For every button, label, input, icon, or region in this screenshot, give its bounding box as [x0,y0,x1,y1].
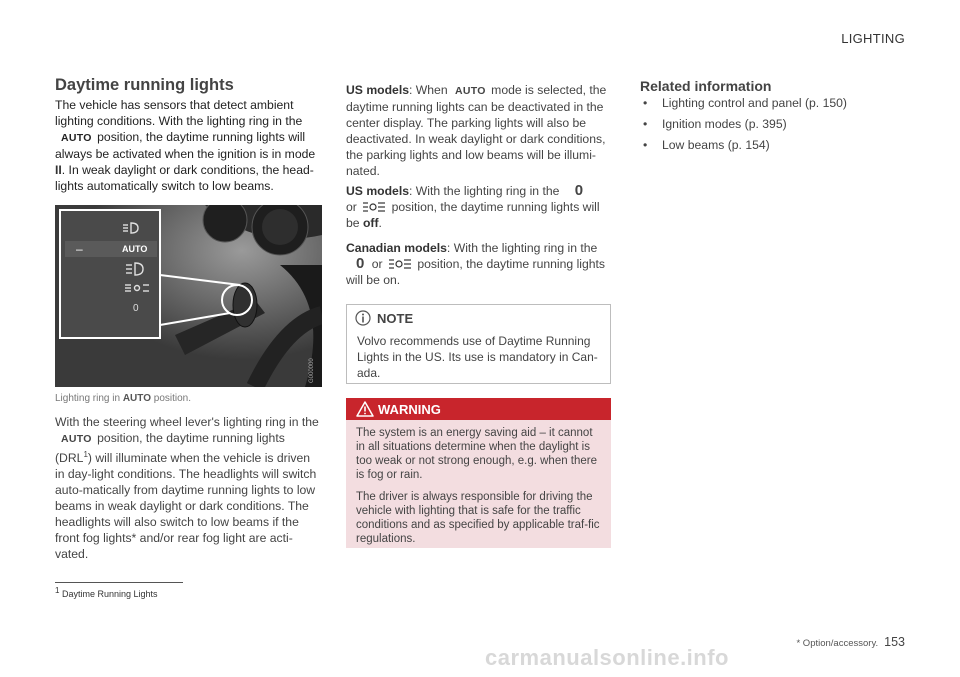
related-link-text: Low beams (p. 154) [662,138,770,152]
or-text: or [371,257,383,271]
auto-symbol: AUTO [61,433,92,445]
us1-text-a: : When [409,83,448,97]
caption-pre: Lighting ring in [55,393,121,404]
intro-text-b: position, the daytime running lights will always be activated when the ignition is in mode [55,130,316,161]
panel-zero-label: 0 [133,303,139,314]
lighting-ring-photo [55,205,322,387]
info-icon [355,310,371,326]
related-link-lighting-control[interactable] [640,95,847,116]
warning-triangle-icon [356,401,374,417]
footnote-number: 1 [55,586,60,595]
us-models-paragraph-2 [346,183,611,231]
warning-body [346,420,611,548]
canadian-models-paragraph [346,240,611,288]
page-title: Daytime running lights [55,76,234,94]
caption-bold: AUTO [122,393,151,404]
intro-text-c: . In weak daylight or dark conditions, the head-lights automatically switch to low beams. [55,163,314,193]
ca-text-a: : With the lighting ring in the [446,241,598,255]
image-code: G000000 [309,358,315,383]
zero-symbol: 0 [356,255,365,272]
panel-auto-label: AUTO [122,244,148,254]
us-models-label: US models [346,184,409,198]
note-text: Volvo recommends use of Daytime Running Lights in the US. Its use is mandatory in Can-ada. [357,334,598,380]
footnote [55,586,158,599]
caption-post: position. [153,393,192,404]
drl-text-a: With the steering wheel lever's lighting ring in the [55,415,319,429]
drl-paragraph [55,414,320,562]
related-link-text: Lighting control and panel (p. 150) [662,96,847,110]
photo-caption [55,393,191,404]
intro-paragraph [55,97,320,194]
watermark: carmanualsonline.info [485,645,729,670]
warning-title: WARNING [378,402,441,417]
warning-header [346,398,611,420]
ignition-mode: II [55,163,62,177]
canadian-models-label: Canadian models [346,241,447,255]
note-box [346,304,611,384]
us-models-paragraph-1 [346,82,611,179]
warning-paragraph-1: The system is an energy saving aid – it cannot in all situations determine when the daylight is too weak or not strong enough, e.g. when there is fog or rain. [356,427,598,481]
related-info-list [640,95,847,158]
drl-text-b: position, the daytime running lights (DRL [55,431,285,466]
period: . [378,216,382,230]
page-footer [796,635,905,649]
warning-paragraph-2: The driver is always responsible for driving the vehicle with lighting that is safe for the traffic conditions and as specified by applicable traf-fic regulations. [356,491,600,545]
auto-symbol: AUTO [455,85,486,97]
us2-text-b: position, the daytime running lights will be [346,200,600,230]
footnote-divider [55,582,183,583]
lighting-ring-illustration [55,205,322,387]
us1-text-b: mode is selected, the daytime running lights can be deactivated in the center display. The parking lights will also be deactivated. In weak daylight or dark conditions, the parking lights and low beams will be illumi-nated. [346,83,607,178]
note-title: NOTE [377,311,414,326]
off-label: off [362,216,379,230]
related-link-text: Ignition modes (p. 395) [662,117,787,131]
footnote-text: Daytime Running Lights [61,589,158,599]
related-link-ignition-modes[interactable] [640,116,847,137]
drl-text-c: ) will illuminate when the vehicle is driven in day-light conditions. The headlights will switch auto-matically from daytime running lights to low beams in weak daylight or dark conditions. The headlights will also switch to low beams if the front fog lights* and/or rear fog light are acti-vated. [55,451,317,562]
us2-text-a: : With the lighting ring in the [409,184,560,198]
panel-minus-label: – [76,242,83,256]
footnote-ref: 1 [83,450,88,459]
bullet-icon: • [643,117,648,131]
ca-text-b: position, the daytime running lights will be on. [346,257,606,287]
related-info-title: Related information [640,78,772,94]
zero-symbol: 0 [574,182,584,199]
intro-text-a: The vehicle has sensors that detect ambient lighting conditions. With the lighting ring in the [55,98,303,128]
bullet-icon: • [643,138,648,152]
us-models-label: US models [346,83,409,97]
option-note: * Option/accessory. [796,638,879,649]
drl-icon [362,201,386,213]
drl-icon [388,258,412,270]
related-link-low-beams[interactable] [640,137,847,158]
auto-symbol: AUTO [61,132,92,144]
bullet-icon: • [643,96,648,110]
or-text: or [346,200,357,214]
page-number: 153 [884,635,905,649]
page-section-header: LIGHTING [841,31,905,46]
